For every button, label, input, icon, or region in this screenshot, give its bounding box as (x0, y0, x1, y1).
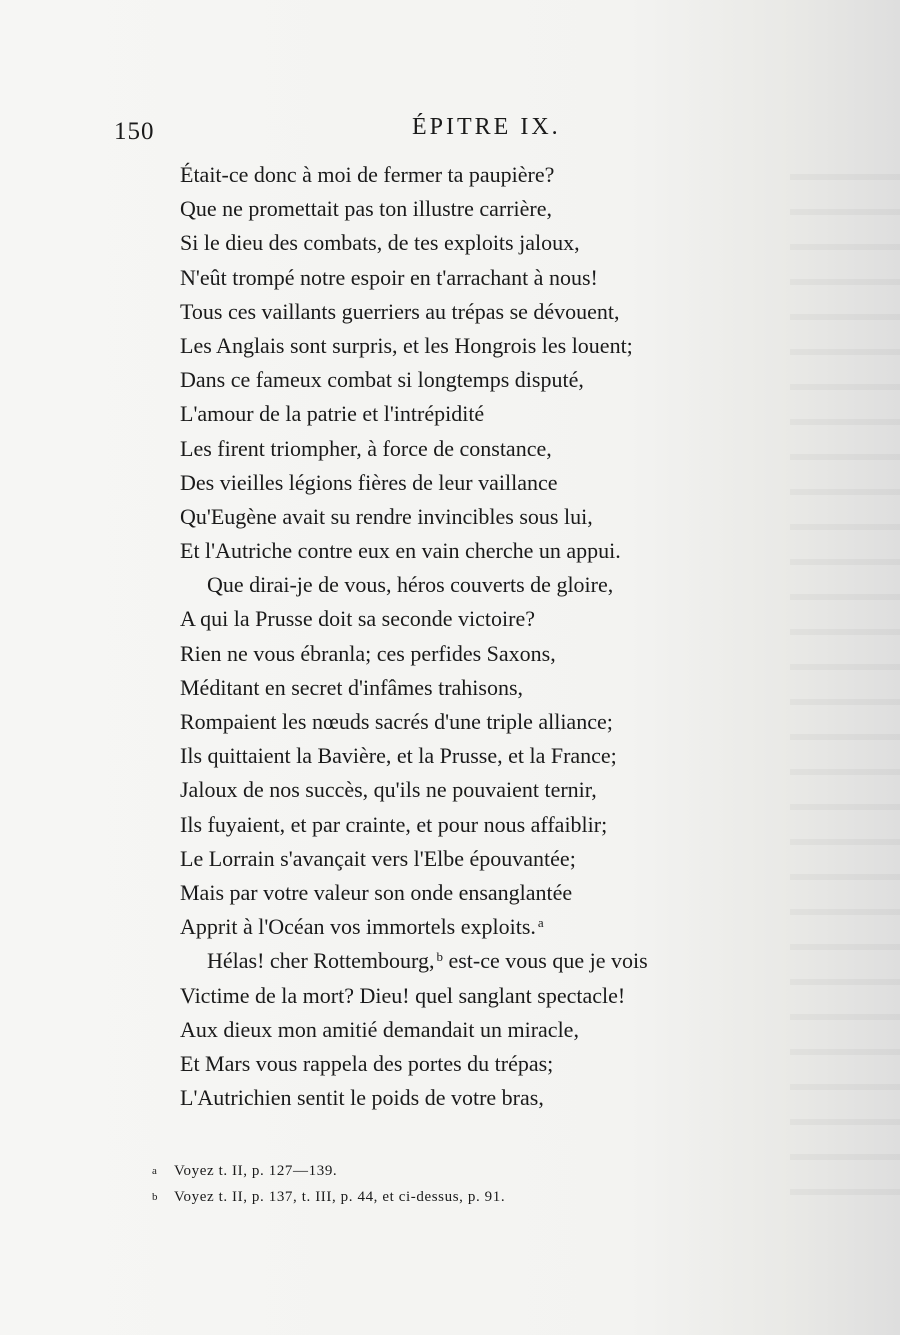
verse-text: N'eût trompé notre espoir en t'arrachant à nous! (180, 264, 598, 290)
verse-line (180, 842, 648, 876)
verse-text: Tous ces vaillants guerriers au trépas se dévouent, (180, 298, 620, 324)
verse-text: Les firent triompher, à force de constance, (180, 435, 552, 461)
footnote (152, 1158, 505, 1184)
verse-line (180, 261, 648, 295)
verse-line (180, 500, 648, 534)
verse-text: Le Lorrain s'avançait vers l'Elbe épouvantée; (180, 845, 576, 871)
verse-line (180, 466, 648, 500)
verse-line (180, 397, 648, 431)
verse-text: Qu'Eugène avait su rendre invincibles sous lui, (180, 503, 593, 529)
footnote-text: Voyez t. II, p. 127—139. (174, 1163, 338, 1180)
verse-line (180, 1013, 648, 1047)
verse-text: Les Anglais sont surpris, et les Hongrois les louent; (180, 332, 633, 358)
verse-text: Que dirai-je de vous, héros couverts de gloire, (207, 572, 614, 598)
verse-text: Des vieilles légions fières de leur vaillance (180, 469, 558, 495)
show-through-text (790, 150, 900, 1200)
verse-text: Que ne promettait pas ton illustre carrière, (180, 196, 553, 222)
verse-line (180, 226, 648, 260)
verse-line (180, 329, 648, 363)
verse-text-continued: est-ce vous que je vois (442, 948, 648, 974)
verse-line (180, 1081, 648, 1115)
footnotes (152, 1158, 505, 1210)
verse-line (180, 568, 648, 602)
verse-line (180, 910, 648, 944)
verse-line (180, 602, 648, 636)
verse-text: Hélas! cher Rottembourg, (207, 948, 435, 974)
verse-line (180, 158, 648, 192)
verse-text: Méditant en secret d'infâmes trahisons, (180, 674, 524, 700)
verse-text: Était-ce donc à moi de fermer ta paupière? (180, 162, 555, 187)
footnote-reference: b (436, 949, 443, 965)
verse-line (180, 637, 648, 671)
verse-line (180, 944, 648, 978)
verse-line (180, 979, 648, 1013)
verse-text: A qui la Prusse doit sa seconde victoire? (180, 606, 535, 632)
verse-text: Dans ce fameux combat si longtemps disputé, (180, 367, 584, 393)
page-number: 150 (114, 118, 155, 145)
verse-line (180, 295, 648, 329)
verse-text: L'amour de la patrie et l'intrépidité (180, 401, 485, 427)
footnote-reference: a (537, 914, 544, 930)
footnote-text: Voyez t. II, p. 137, t. III, p. 44, et ci-dessus, p. 91. (174, 1189, 506, 1206)
verse-text: L'Autrichien sentit le poids de votre bras, (180, 1085, 544, 1111)
verse-text: Victime de la mort? Dieu! quel sanglant spectacle! (180, 982, 626, 1008)
verse-line (180, 876, 648, 910)
verse-text: Et l'Autriche contre eux en vain cherche un appui. (180, 538, 621, 564)
verse-text: Apprit à l'Océan vos immortels exploits. (180, 914, 536, 940)
verse-line (180, 671, 648, 705)
verse-line (180, 808, 648, 842)
verse-text: Aux dieux mon amitié demandait un miracle, (180, 1016, 579, 1042)
verse-text: Et Mars vous rappela des portes du trépas; (180, 1050, 554, 1076)
verse-line (180, 432, 648, 466)
verse-text: Rien ne vous ébranla; ces perfides Saxons, (180, 640, 556, 666)
poem-verses (180, 158, 648, 1115)
verse-text: Si le dieu des combats, de tes exploits jaloux, (180, 230, 580, 256)
verse-line (180, 705, 648, 739)
verse-line (180, 192, 648, 226)
running-head: ÉPITRE IX. (412, 114, 561, 140)
verse-text: Rompaient les nœuds sacrés d'une triple alliance; (180, 709, 613, 734)
footnote-mark: b (152, 1191, 159, 1204)
footnote-mark: a (152, 1165, 158, 1177)
verse-line (180, 363, 648, 397)
verse-line (180, 1047, 648, 1081)
verse-text: Ils fuyaient, et par crainte, et pour nous affaiblir; (180, 811, 608, 837)
verse-text: Jaloux de nos succès, qu'ils ne pouvaient ternir, (180, 777, 597, 803)
verse-line (180, 534, 648, 568)
verse-line (180, 739, 648, 773)
verse-line (180, 773, 648, 807)
verse-text: Mais par votre valeur son onde ensanglantée (180, 879, 573, 905)
verse-text: Ils quittaient la Bavière, et la Prusse, et la France; (180, 743, 617, 769)
footnote (152, 1184, 505, 1210)
